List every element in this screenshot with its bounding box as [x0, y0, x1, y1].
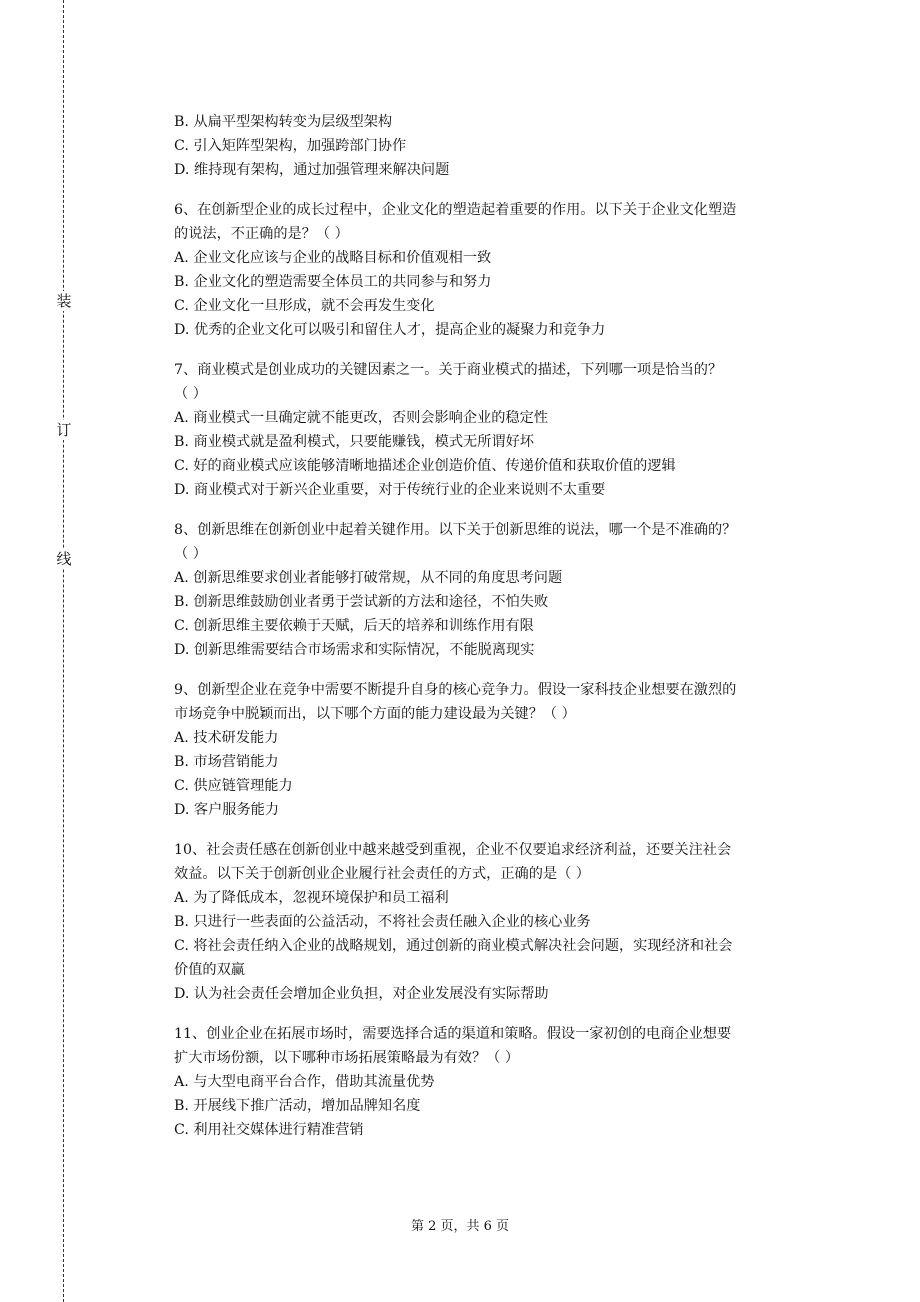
option-continuation: 价值的双赢 — [174, 962, 245, 978]
carryover-options — [174, 110, 824, 182]
question-stem: 11、创业企业在拓展市场时，需要选择合适的渠道和策略。假设一家初创的电商企业想要 — [174, 1026, 732, 1042]
question-stem: 的说法，不正确的是？（ ） — [174, 226, 349, 242]
question-11 — [174, 1022, 824, 1142]
option: A. 与大型电商平台合作，借助其流量优势 — [174, 1074, 435, 1090]
question-stem: 市场竞争中脱颖而出，以下哪个方面的能力建设最为关键？（ ） — [174, 706, 576, 722]
option: B. 创新思维鼓励创业者勇于尝试新的方法和途径，不怕失败 — [174, 594, 549, 610]
binding-label-ding: 订 — [54, 420, 74, 440]
question-stem: 10、社会责任感在创新创业中越来越受到重视，企业不仅要追求经济利益，还要关注社会 — [174, 842, 732, 858]
question-8 — [174, 518, 824, 662]
option: B. 企业文化的塑造需要全体员工的共同参与和努力 — [174, 274, 492, 290]
question-stem: （ ） — [174, 386, 207, 402]
option: A. 技术研发能力 — [174, 730, 279, 746]
page-number: 第 2 页，共 6 页 — [410, 1219, 510, 1234]
option: B. 只进行一些表面的公益活动，不将社会责任融入企业的核心业务 — [174, 914, 591, 930]
option: D. 认为社会责任会增加企业负担，对企业发展没有实际帮助 — [174, 986, 549, 1002]
option: D. 商业模式对于新兴企业重要，对于传统行业的企业来说则不太重要 — [174, 482, 606, 498]
question-stem: 9、创新型企业在竞争中需要不断提升自身的核心竞争力。假设一家科技企业想要在激烈的 — [174, 682, 737, 698]
question-6 — [174, 198, 824, 342]
option: A. 商业模式一旦确定就不能更改，否则会影响企业的稳定性 — [174, 410, 548, 426]
option: D. 创新思维需要结合市场需求和实际情况，不能脱离现实 — [174, 642, 535, 658]
option: B. 商业模式就是盈利模式，只要能赚钱，模式无所谓好坏 — [174, 434, 534, 450]
question-stem: 6、在创新型企业的成长过程中，企业文化的塑造起着重要的作用。以下关于企业文化塑造 — [174, 202, 737, 218]
question-10 — [174, 838, 824, 1006]
option: B. 开展线下推广活动，增加品牌知名度 — [174, 1098, 421, 1114]
option: A. 创新思维要求创业者能够打破常规，从不同的角度思考问题 — [174, 570, 563, 586]
question-7 — [174, 358, 824, 502]
carryover-option: D. 维持现有架构，通过加强管理来解决问题 — [174, 162, 450, 178]
option: A. 企业文化应该与企业的战略目标和价值观相一致 — [174, 250, 492, 266]
question-content — [174, 110, 824, 1142]
question-stem: 8、创新思维在创新创业中起着关键作用。以下关于创新思维的说法，哪一个是不准确的？ — [174, 522, 737, 538]
question-stem: （ ） — [174, 546, 207, 562]
question-stem: 扩大市场份额，以下哪种市场拓展策略最为有效？（ ） — [174, 1050, 520, 1066]
option: C. 将社会责任纳入企业的战略规划，通过创新的商业模式解决社会问题，实现经济和社会 — [174, 938, 733, 954]
binding-label-xian: 线 — [54, 549, 74, 569]
option: D. 优秀的企业文化可以吸引和留住人才，提高企业的凝聚力和竞争力 — [174, 322, 606, 338]
question-stem: 7、商业模式是创业成功的关键因素之一。关于商业模式的描述，下列哪一项是恰当的？ — [174, 362, 723, 378]
option: C. 好的商业模式应该能够清晰地描述企业创造价值、传递价值和获取价值的逻辑 — [174, 458, 676, 474]
option: A. 为了降低成本，忽视环境保护和员工福利 — [174, 890, 449, 906]
carryover-option: B. 从扁平型架构转变为层级型架构 — [174, 114, 393, 130]
option: C. 企业文化一旦形成，就不会再发生变化 — [174, 298, 435, 314]
binding-dashed-line — [63, 0, 64, 1302]
option: C. 创新思维主要依赖于天赋，后天的培养和训练作用有限 — [174, 618, 534, 634]
question-stem: 效益。以下关于创新创业企业履行社会责任的方式，正确的是（ ） — [174, 866, 590, 882]
option: C. 利用社交媒体进行精准营销 — [174, 1122, 364, 1138]
option: D. 客户服务能力 — [174, 802, 280, 818]
question-9 — [174, 678, 824, 822]
binding-label-zhuang: 装 — [54, 291, 74, 311]
option: C. 供应链管理能力 — [174, 778, 293, 794]
option: B. 市场营销能力 — [174, 754, 279, 770]
carryover-option: C. 引入矩阵型架构，加强跨部门协作 — [174, 138, 407, 154]
